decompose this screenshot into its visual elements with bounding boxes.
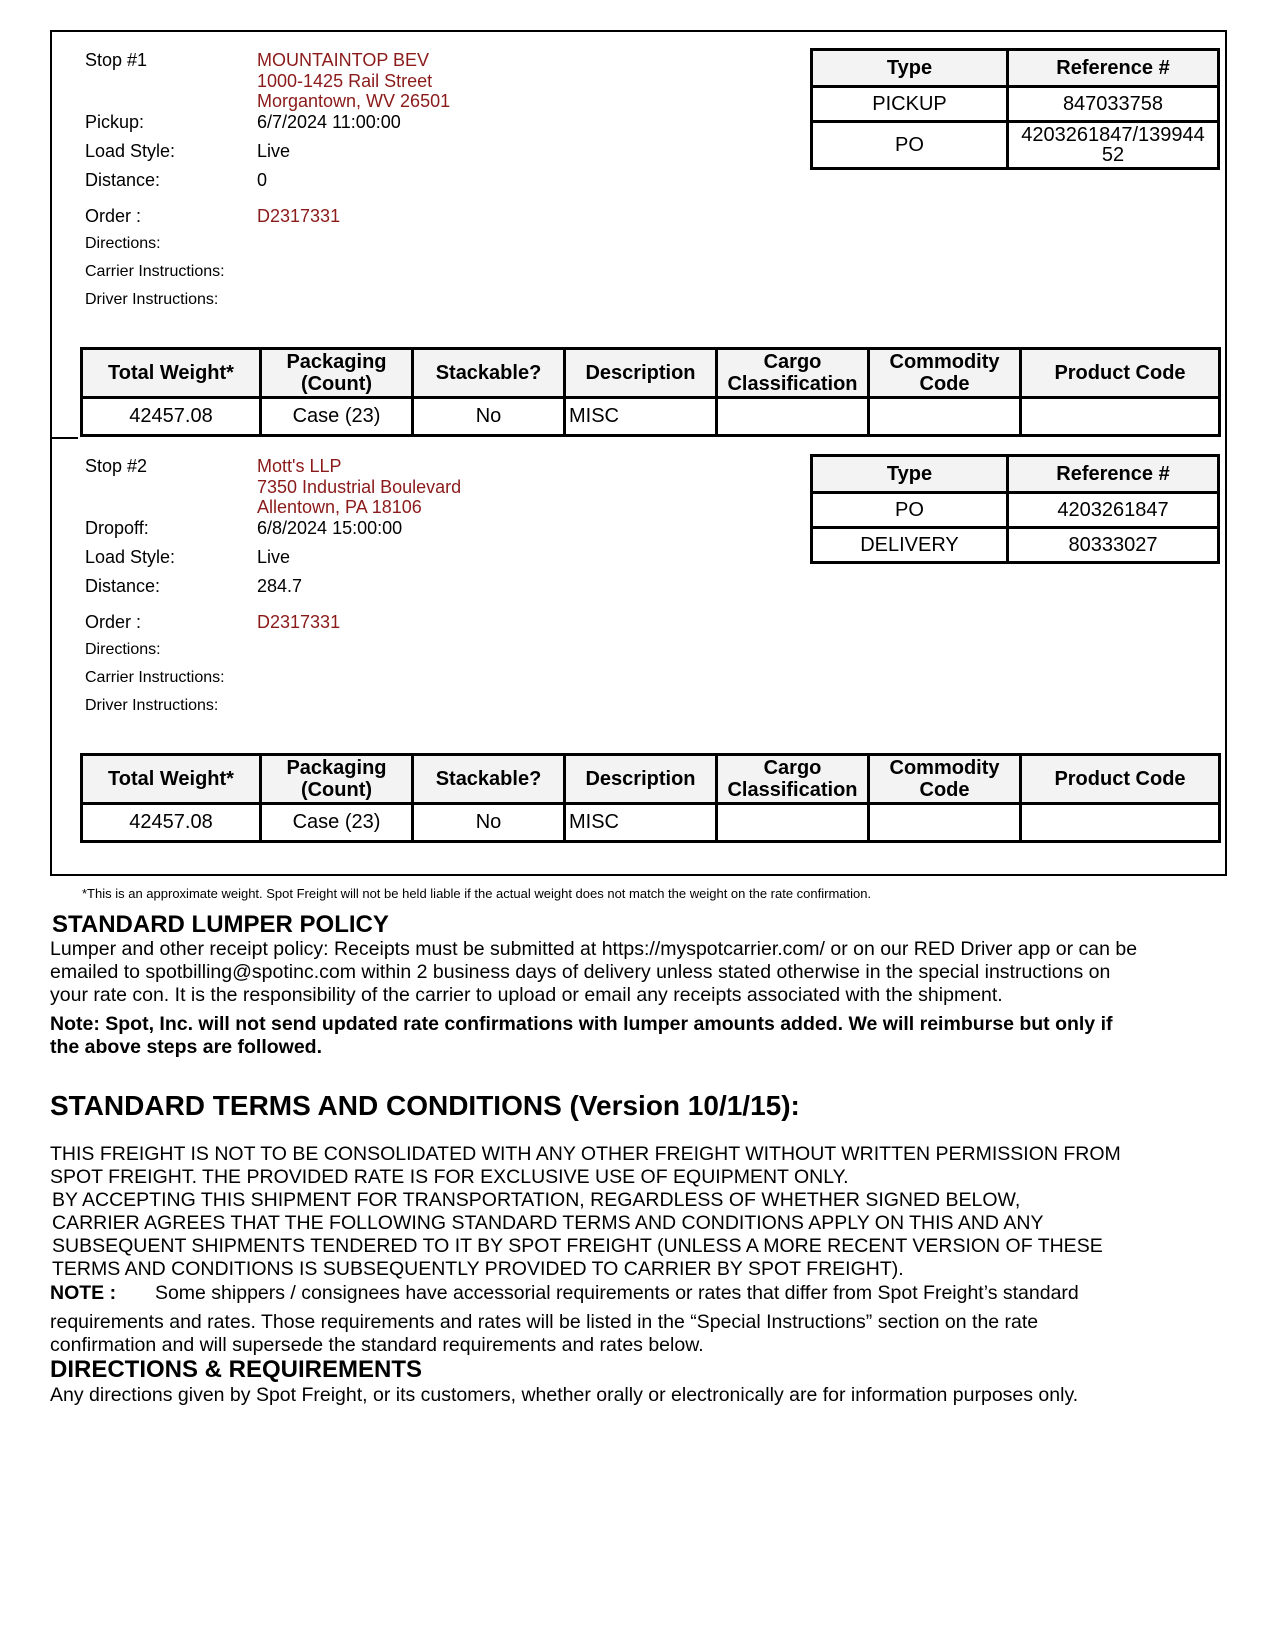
ref-type: DELIVERY (812, 528, 1008, 563)
cargo-table (80, 347, 1221, 437)
terms-note-label: NOTE : (50, 1282, 117, 1304)
stop-label: Stop #1 (85, 50, 148, 70)
directions-title: DIRECTIONS & REQUIREMENTS (50, 1356, 423, 1383)
reference-table (810, 48, 1220, 170)
terms-line-5: SUBSEQUENT SHIPMENTS TENDERED TO IT BY SPOT FREIGHT (UNLESS A MORE RECENT VERSION OF THESE (52, 1235, 1103, 1257)
ref-number: 847033758 (1008, 87, 1219, 122)
lumper-note-line-2: the above steps are followed. (50, 1036, 322, 1058)
lumper-note-line-1: Note: Spot, Inc. will not send updated rate confirmations with lumper amounts added. We will reimburse but only if (50, 1013, 1113, 1035)
carrier-instructions-label: Carrier Instructions: (85, 263, 225, 280)
terms-title: STANDARD TERMS AND CONDITIONS (Version 10/1/15): (50, 1090, 800, 1121)
lumper-line-3: your rate con. It is the responsibility of the carrier to upload or email any receipts associated with the shipment. (50, 984, 1003, 1006)
cell-product-code (1021, 398, 1220, 436)
cell-description: MISC (565, 804, 717, 842)
ref-header-type: Type (812, 456, 1008, 493)
pickup-label: Pickup: (85, 112, 145, 132)
reference-table (810, 454, 1220, 564)
header-stackable: Stackable? (413, 349, 565, 398)
cell-total-weight: 42457.08 (82, 398, 261, 436)
header-stackable: Stackable? (413, 755, 565, 804)
driver-instructions-label: Driver Instructions: (85, 291, 219, 308)
driver-instructions-label: Driver Instructions: (85, 697, 219, 714)
terms-line-2: SPOT FREIGHT. THE PROVIDED RATE IS FOR EXCLUSIVE USE OF EQUIPMENT ONLY. (50, 1166, 849, 1188)
ref-type: PO (812, 122, 1008, 169)
directions-label: Directions: (85, 235, 161, 252)
header-total-weight: Total Weight* (82, 755, 261, 804)
stop-address-line2: Allentown, PA 18106 (257, 497, 422, 517)
distance-label: Distance: (85, 576, 161, 596)
header-commodity-code: Commodity Code (869, 349, 1021, 398)
terms-line-3: BY ACCEPTING THIS SHIPMENT FOR TRANSPORTATION, REGARDLESS OF WHETHER SIGNED BELOW, (52, 1189, 1021, 1211)
terms-note (50, 1282, 1240, 1306)
terms-line-4: CARRIER AGREES THAT THE FOLLOWING STANDARD TERMS AND CONDITIONS APPLY ON THIS AND ANY (52, 1212, 1044, 1234)
ref-header-type: Type (812, 50, 1008, 87)
cell-commodity-code (869, 398, 1021, 436)
ref-header-reference: Reference # (1008, 50, 1219, 87)
lumper-line-2: emailed to spotbilling@spotinc.com within 2 business days of delivery unless stated otherwise in the special instructions on (50, 961, 1111, 983)
stop-label: Stop #2 (85, 456, 148, 476)
cell-product-code (1021, 804, 1220, 842)
header-cargo-class: Cargo Classification (717, 755, 869, 804)
header-description: Description (565, 755, 717, 804)
carrier-instructions-label: Carrier Instructions: (85, 669, 225, 686)
cell-packaging: Case (23) (261, 804, 413, 842)
header-product-code: Product Code (1021, 755, 1220, 804)
distance-label: Distance: (85, 170, 161, 190)
terms-note-text: Some shippers / consignees have accessorial requirements or rates that differ from Spot Freight’s standard (154, 1282, 1079, 1304)
cell-cargo-class (717, 804, 869, 842)
stop-address-line1: 1000-1425 Rail Street (257, 71, 433, 91)
pickup-value: 6/7/2024 11:00:00 (257, 112, 401, 132)
weight-disclaimer: *This is an approximate weight. Spot Freight will not be held liable if the actual weight does not match the weight on the rate confirmation. (82, 886, 872, 901)
cell-total-weight: 42457.08 (82, 804, 261, 842)
load-style-value: Live (257, 141, 291, 161)
cell-description: MISC (565, 398, 717, 436)
table-row (812, 493, 1219, 528)
header-packaging: Packaging (Count) (261, 755, 413, 804)
terms-line-1: THIS FREIGHT IS NOT TO BE CONSOLIDATED WITH ANY OTHER FREIGHT WITHOUT WRITTEN PERMISSION FROM (50, 1143, 1121, 1165)
header-cargo-class: Cargo Classification (717, 349, 869, 398)
stop-address-line2: Morgantown, WV 26501 (257, 91, 451, 111)
order-value: D2317331 (257, 612, 341, 632)
load-style-label: Load Style: (85, 141, 176, 161)
load-style-label: Load Style: (85, 547, 176, 567)
table-row (82, 804, 1220, 842)
cell-cargo-class (717, 398, 869, 436)
dropoff-value: 6/8/2024 15:00:00 (257, 518, 403, 538)
directions-text: Any directions given by Spot Freight, or its customers, whether orally or electronically are for information purposes only. (50, 1384, 1079, 1406)
stops-container (50, 30, 1227, 876)
lumper-policy-title: STANDARD LUMPER POLICY (52, 911, 389, 938)
order-value: D2317331 (257, 206, 341, 226)
terms-line-6: TERMS AND CONDITIONS IS SUBSEQUENTLY PROVIDED TO CARRIER BY SPOT FREIGHT). (52, 1258, 904, 1280)
header-packaging: Packaging (Count) (261, 349, 413, 398)
stop-divider (50, 437, 78, 439)
order-label: Order : (85, 206, 142, 226)
stop-name: MOUNTAINTOP BEV (257, 50, 430, 70)
header-description: Description (565, 349, 717, 398)
ref-number: 80333027 (1008, 528, 1219, 563)
dropoff-label: Dropoff: (85, 518, 149, 538)
cell-packaging: Case (23) (261, 398, 413, 436)
terms-line-7: requirements and rates. Those requirements and rates will be listed in the “Special Instructions” section on the rate (50, 1311, 1039, 1333)
stop-address-line1: 7350 Industrial Boulevard (257, 477, 462, 497)
cell-stackable: No (413, 804, 565, 842)
header-product-code: Product Code (1021, 349, 1220, 398)
directions-label: Directions: (85, 641, 161, 658)
ref-type: PO (812, 493, 1008, 528)
stop-name: Mott's LLP (257, 456, 342, 476)
ref-number: 4203261847/139944 52 (1008, 122, 1219, 169)
table-row (812, 87, 1219, 122)
ref-number: 4203261847 (1008, 493, 1219, 528)
cell-commodity-code (869, 804, 1021, 842)
ref-header-reference: Reference # (1008, 456, 1219, 493)
distance-value: 0 (257, 170, 268, 190)
order-label: Order : (85, 612, 142, 632)
table-row (812, 528, 1219, 563)
lumper-line-1: Lumper and other receipt policy: Receipts must be submitted at https://myspotcarrier.com/ or on our RED Driver app or can be (50, 938, 1138, 960)
table-row (82, 398, 1220, 436)
header-total-weight: Total Weight* (82, 349, 261, 398)
table-row (812, 122, 1219, 169)
distance-value: 284.7 (257, 576, 303, 596)
cargo-table (80, 753, 1221, 843)
cell-stackable: No (413, 398, 565, 436)
terms-line-8: confirmation and will supersede the standard requirements and rates below. (50, 1334, 704, 1356)
ref-type: PICKUP (812, 87, 1008, 122)
load-style-value: Live (257, 547, 291, 567)
header-commodity-code: Commodity Code (869, 755, 1021, 804)
